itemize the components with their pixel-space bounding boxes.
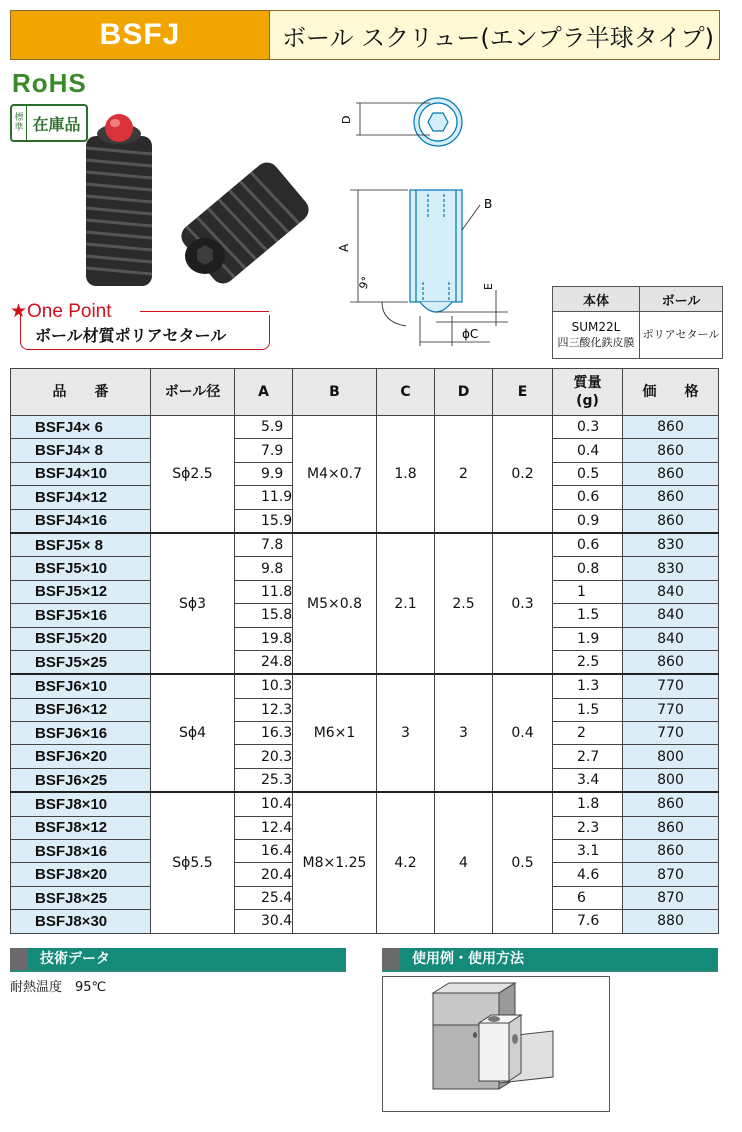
dim-b-cell: M8×1.25	[293, 792, 377, 933]
dim-e-cell: 0.4	[493, 674, 553, 792]
material-table	[552, 286, 723, 359]
price-cell: 870	[623, 886, 719, 909]
dim-c-cell: 4.2	[377, 792, 435, 933]
dim-a-cell: 30.4	[235, 910, 293, 933]
price-cell: 860	[623, 792, 719, 816]
col-e: E	[493, 369, 553, 416]
ball-diameter-cell: Sϕ2.5	[151, 416, 235, 533]
table-row	[11, 416, 719, 439]
mass-cell: 4.6	[553, 863, 623, 886]
stock-badge-small: 標準	[12, 106, 27, 140]
col-part-number: 品 番	[11, 369, 151, 416]
part-number-cell: BSFJ8×25	[11, 886, 151, 909]
rohs-badge: RoHS	[12, 68, 87, 98]
dim-d-cell: 4	[435, 792, 493, 933]
dim-c-cell: 2.1	[377, 533, 435, 674]
tech-data-spec: 耐熱温度 95℃	[10, 980, 107, 995]
dim-d-cell: 2.5	[435, 533, 493, 674]
one-point-rule	[140, 311, 269, 312]
mass-cell: 2.3	[553, 816, 623, 839]
col-b: B	[293, 369, 377, 416]
dim-a-cell: 19.8	[235, 627, 293, 650]
table-row	[11, 674, 719, 698]
ball-diameter-cell: Sϕ5.5	[151, 792, 235, 933]
dim-a-cell: 9.9	[235, 462, 293, 485]
mass-cell: 3.1	[553, 840, 623, 863]
usage-section-header	[382, 948, 718, 972]
dim-a-cell: 10.4	[235, 792, 293, 816]
col-d: D	[435, 369, 493, 416]
dim-d-cell: 3	[435, 674, 493, 792]
part-number-cell: BSFJ8×30	[11, 910, 151, 933]
dim-a-cell: 16.3	[235, 722, 293, 745]
material-body-cell	[553, 312, 640, 359]
part-number-cell: BSFJ6×16	[11, 722, 151, 745]
dim-a-cell: 25.4	[235, 886, 293, 909]
price-cell: 860	[623, 509, 719, 533]
dimension-drawing	[320, 90, 540, 360]
dim-e-cell: 0.2	[493, 416, 553, 533]
mass-cell: 2.7	[553, 745, 623, 768]
price-cell: 860	[623, 816, 719, 839]
mass-cell: 0.3	[553, 416, 623, 439]
table-row	[11, 792, 719, 816]
mass-cell: 1	[553, 580, 623, 603]
price-cell: 860	[623, 439, 719, 462]
mass-cell: 0.6	[553, 533, 623, 557]
dim-a-cell: 25.3	[235, 768, 293, 792]
part-number-cell: BSFJ5× 8	[11, 533, 151, 557]
dim-a-cell: 12.4	[235, 816, 293, 839]
tech-data-title: 技術データ	[28, 948, 346, 970]
material-body-line1: SUM22L	[571, 320, 621, 334]
dim-a-cell: 20.4	[235, 863, 293, 886]
dim-a-cell: 7.8	[235, 533, 293, 557]
dim-b-cell: M4×0.7	[293, 416, 377, 533]
part-number-cell: BSFJ5×10	[11, 557, 151, 580]
table-row	[11, 533, 719, 557]
part-number-cell: BSFJ5×16	[11, 604, 151, 627]
usage-title: 使用例・使用方法	[400, 948, 718, 970]
dim-a-cell: 5.9	[235, 416, 293, 439]
dim-angle-label: 9°	[356, 274, 374, 292]
dim-e-cell: 0.3	[493, 533, 553, 674]
mass-cell: 0.5	[553, 462, 623, 485]
price-cell: 860	[623, 650, 719, 674]
mass-cell: 0.9	[553, 509, 623, 533]
one-point-box	[20, 315, 270, 350]
part-number-cell: BSFJ6×12	[11, 698, 151, 721]
dim-a-cell: 15.8	[235, 604, 293, 627]
part-number-cell: BSFJ8×12	[11, 816, 151, 839]
part-number-cell: BSFJ4× 8	[11, 439, 151, 462]
dim-a-cell: 20.3	[235, 745, 293, 768]
one-point-label: ★One Point	[10, 301, 112, 322]
dim-a-cell: 16.4	[235, 840, 293, 863]
dim-a-cell: 12.3	[235, 698, 293, 721]
material-ball-cell: ポリアセタール	[640, 312, 723, 359]
mass-cell: 1.8	[553, 792, 623, 816]
product-photo	[70, 108, 320, 298]
part-number-cell: BSFJ5×12	[11, 580, 151, 603]
usage-illustration	[383, 977, 609, 1111]
material-body-line2: 四三酸化鉄皮膜	[557, 336, 635, 349]
price-cell: 770	[623, 698, 719, 721]
col-ball-diameter: ボール径	[151, 369, 235, 416]
mass-cell: 1.9	[553, 627, 623, 650]
mass-cell: 0.4	[553, 439, 623, 462]
part-number-cell: BSFJ4×16	[11, 509, 151, 533]
dim-e-label: E	[482, 283, 495, 290]
material-header-ball: ボール	[640, 287, 723, 312]
product-header	[10, 10, 720, 60]
price-cell: 800	[623, 745, 719, 768]
price-cell: 860	[623, 840, 719, 863]
dim-a-cell: 11.8	[235, 580, 293, 603]
dim-a-cell: 10.3	[235, 674, 293, 698]
part-number-cell: BSFJ6×20	[11, 745, 151, 768]
screw-horizontal-illustration	[177, 158, 314, 289]
dim-a-cell: 7.9	[235, 439, 293, 462]
price-cell: 840	[623, 627, 719, 650]
spec-table-header-row	[11, 369, 719, 416]
dim-b-cell: M6×1	[293, 674, 377, 792]
stock-badge-label: 在庫品	[32, 114, 81, 134]
part-number-cell: BSFJ8×10	[11, 792, 151, 816]
mass-cell: 2.5	[553, 650, 623, 674]
dim-c-label: ϕC	[462, 327, 479, 341]
dim-c-cell: 3	[377, 674, 435, 792]
dim-a-cell: 9.8	[235, 557, 293, 580]
dim-c-cell: 1.8	[377, 416, 435, 533]
mass-cell: 1.5	[553, 698, 623, 721]
part-number-cell: BSFJ4×10	[11, 462, 151, 485]
dim-a-cell: 24.8	[235, 650, 293, 674]
ball-diameter-cell: Sϕ3	[151, 533, 235, 674]
price-cell: 860	[623, 416, 719, 439]
spec-table	[10, 368, 719, 934]
product-code: BSFJ	[11, 11, 269, 59]
ball-diameter-cell: Sϕ4	[151, 674, 235, 792]
mass-cell: 0.6	[553, 486, 623, 509]
price-cell: 880	[623, 910, 719, 933]
mass-cell: 6	[553, 886, 623, 909]
col-a: A	[235, 369, 293, 416]
usage-illustration-box	[382, 976, 610, 1112]
one-point-callout	[10, 300, 227, 345]
mass-cell: 2	[553, 722, 623, 745]
part-number-cell: BSFJ6×10	[11, 674, 151, 698]
part-number-cell: BSFJ6×25	[11, 768, 151, 792]
part-number-cell: BSFJ8×20	[11, 863, 151, 886]
col-c: C	[377, 369, 435, 416]
price-cell: 860	[623, 486, 719, 509]
mass-cell: 1.3	[553, 674, 623, 698]
dim-a-cell: 15.9	[235, 509, 293, 533]
screw-vertical-illustration	[86, 114, 152, 286]
spec-table-body	[11, 416, 719, 934]
price-cell: 840	[623, 580, 719, 603]
part-number-cell: BSFJ5×25	[11, 650, 151, 674]
product-title: ボール スクリュー(エンプラ半球タイプ)	[269, 11, 719, 59]
dim-d-label: D	[340, 115, 353, 124]
mass-cell: 0.8	[553, 557, 623, 580]
mass-cell: 7.6	[553, 910, 623, 933]
side-view	[410, 190, 462, 312]
top-view	[414, 98, 462, 146]
material-header-body: 本体	[553, 287, 640, 312]
col-mass-label: 質量	[573, 375, 602, 391]
dim-a-label: A	[337, 243, 351, 252]
price-cell: 770	[623, 674, 719, 698]
col-mass-unit: (g)	[576, 393, 599, 409]
price-cell: 770	[623, 722, 719, 745]
price-cell: 870	[623, 863, 719, 886]
col-mass	[553, 369, 623, 416]
dim-e-cell: 0.5	[493, 792, 553, 933]
part-number-cell: BSFJ4×12	[11, 486, 151, 509]
mass-cell: 1.5	[553, 604, 623, 627]
price-cell: 860	[623, 462, 719, 485]
mass-cell: 3.4	[553, 768, 623, 792]
part-number-cell: BSFJ4× 6	[11, 416, 151, 439]
price-cell: 800	[623, 768, 719, 792]
dim-b-cell: M5×0.8	[293, 533, 377, 674]
one-point-text: ボール材質ポリアセタール	[35, 326, 227, 345]
col-price: 価 格	[623, 369, 719, 416]
price-cell: 830	[623, 557, 719, 580]
price-cell: 840	[623, 604, 719, 627]
tech-data-section-header	[10, 948, 346, 972]
part-number-cell: BSFJ8×16	[11, 840, 151, 863]
dim-d-cell: 2	[435, 416, 493, 533]
part-number-cell: BSFJ5×20	[11, 627, 151, 650]
dim-b-label: B	[484, 197, 493, 211]
price-cell: 830	[623, 533, 719, 557]
dim-a-cell: 11.9	[235, 486, 293, 509]
